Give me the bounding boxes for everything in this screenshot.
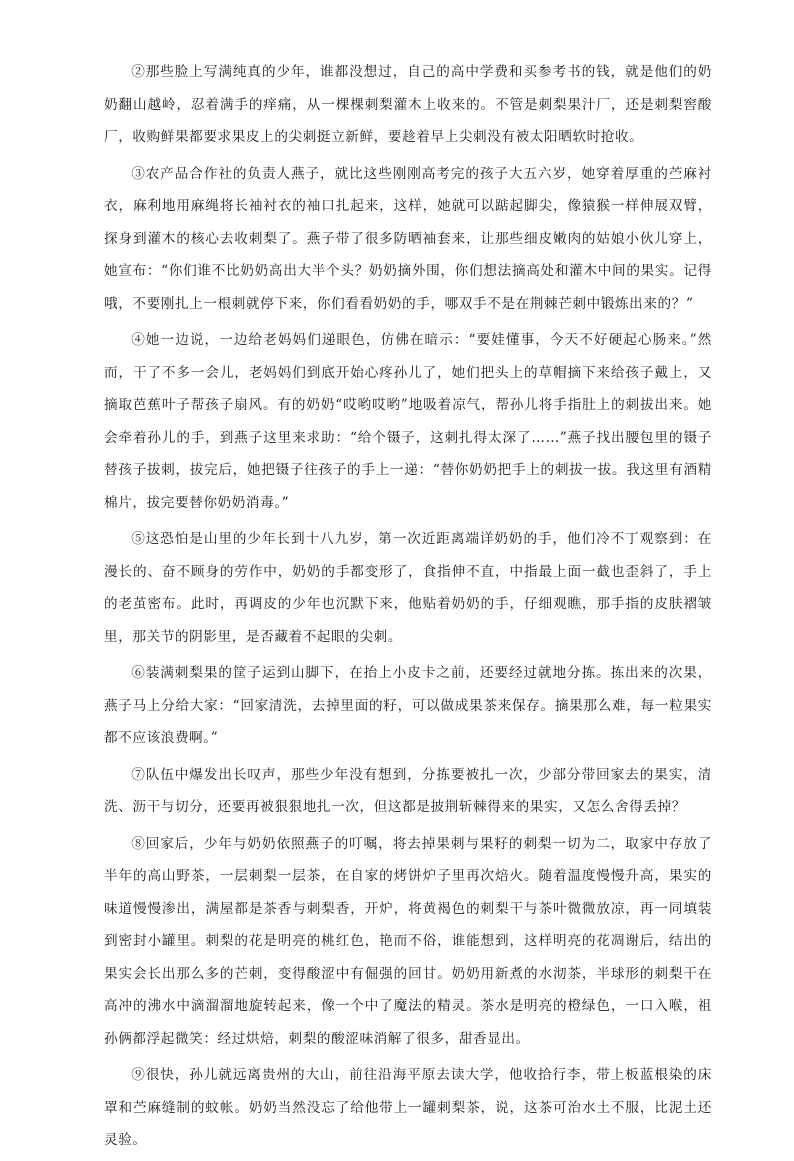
paragraph-4: ④她一边说，一边给老妈妈们递眼色，仿佛在暗示：“要娃懂事，今天不好硬起心肠来。”然而，干了不多一会儿，老妈妈们到底开始心疼孙儿了，她们把头上的草帽摘下来给孩子戴上，又摘取芭蕉叶子帮孩子扇风。有的奶奶“哎哟哎哟”地吸着凉气，帮孙儿将手指肚上的刺拔出来。她会牵着孙儿的手，到燕子这里来求助：“给个镊子，这刺扎得太深了……”燕子找出腰包里的镊子替孩子拔刺，拔完后，她把镊子往孩子的手上一递：“替你奶奶把手上的刺拔一拔。我这里有酒精棉片，拔完要替你奶奶消毒。” [104,332,712,511]
paragraph-9: ⑨很快，孙儿就远离贵州的大山，前往沿海平原去读大学，他收拾行李，带上板蓝根染的床罩和苎麻缝制的蚊帐。奶奶当然没忘了给他带上一罐刺梨茶，说，这茶可治水土不服，比泥土还灵验。 [104,1067,712,1148]
document-page [104,56,712,1161]
paragraph-6: ⑥装满刺梨果的筐子运到山脚下，在抬上小皮卡之前，还要经过就地分拣。拣出来的次果，燕子马上分给大家：“回家清洗，去掉里面的籽，可以做成果茶来保存。摘果那么难，每一粒果实都不应该浪费啊。” [104,665,712,746]
paragraph-8: ⑧回家后，少年与奶奶依照燕子的叮嘱，将去掉果刺与果籽的刺梨一切为二，取家中存放了半年的高山野茶，一层刺梨一层茶，在自家的烤饼炉子里再次焙火。随着温度慢慢升高，果实的味道慢慢渗出，满屋都是茶香与刺梨香，开炉，将黄褐色的刺梨干与茶叶微微放凉，再一同填装到密封小罐里。刺梨的花是明亮的桃红色，艳而不俗，谁能想到，这样明亮的花凋谢后，结出的果实会长出那么多的芒刺，变得酸涩中有倔强的回甘。奶奶用新煮的水沏茶，半球形的刺梨干在高冲的沸水中滴溜溜地旋转起来，像一个中了魔法的精灵。茶水是明亮的橙绿色，一口入喉，祖孙俩都浮起微笑：经过烘焙，刺梨的酸涩味消解了很多，甜香显出。 [104,835,712,1047]
paragraph-2: ②那些脸上写满纯真的少年，谁都没想过，自己的高中学费和买参考书的钱，就是他们的奶奶翻山越岭，忍着满手的痒痛，从一棵棵刺梨灌木上收来的。不管是刺梨果汁厂，还是刺梨窖酸厂，收购鲜果都要求果皮上的尖刺挺立新鲜，要趁着早上尖刺没有被太阳晒软时抢收。 [104,64,712,145]
paragraph-3: ③农产品合作社的负责人燕子，就比这些刚刚高考完的孩子大五六岁，她穿着厚重的苎麻衬衣，麻利地用麻绳将长袖衬衣的袖口扎起来，这样，她就可以踮起脚尖，像猿猴一样伸展双臂，探身到灌木的核心去收刺梨了。燕子带了很多防晒袖套来，让那些细皮嫩肉的姑娘小伙儿穿上，她宣布：“你们谁不比奶奶高出大半个头？奶奶摘外围，你们想法摘高处和灌木中间的果实。记得哦，不要刚扎上一根刺就停下来，你们看看奶奶的手，哪双手不是在荆棘芒刺中锻炼出来的？” [104,165,712,312]
paragraph-7: ⑦队伍中爆发出长叹声，那些少年没有想到，分拣要被扎一次，少部分带回家去的果实，清洗、沥干与切分，还要再被狠狠地扎一次，但这都是披荆斩棘得来的果实，又怎么舍得丢掉？ [104,766,712,815]
paragraph-5: ⑤这恐怕是山里的少年长到十八九岁，第一次近距离端详奶奶的手，他们冷不丁观察到：在漫长的、奋不顾身的劳作中，奶奶的手都变形了，食指伸不直，中指最上面一截也歪斜了，手上的老茧密布。此时，再调皮的少年也沉默下来，他贴着奶奶的手，仔细观瞧，那手指的皮肤褶皱里，那关节的阴影里，是否藏着不起眼的尖刺。 [104,531,712,645]
